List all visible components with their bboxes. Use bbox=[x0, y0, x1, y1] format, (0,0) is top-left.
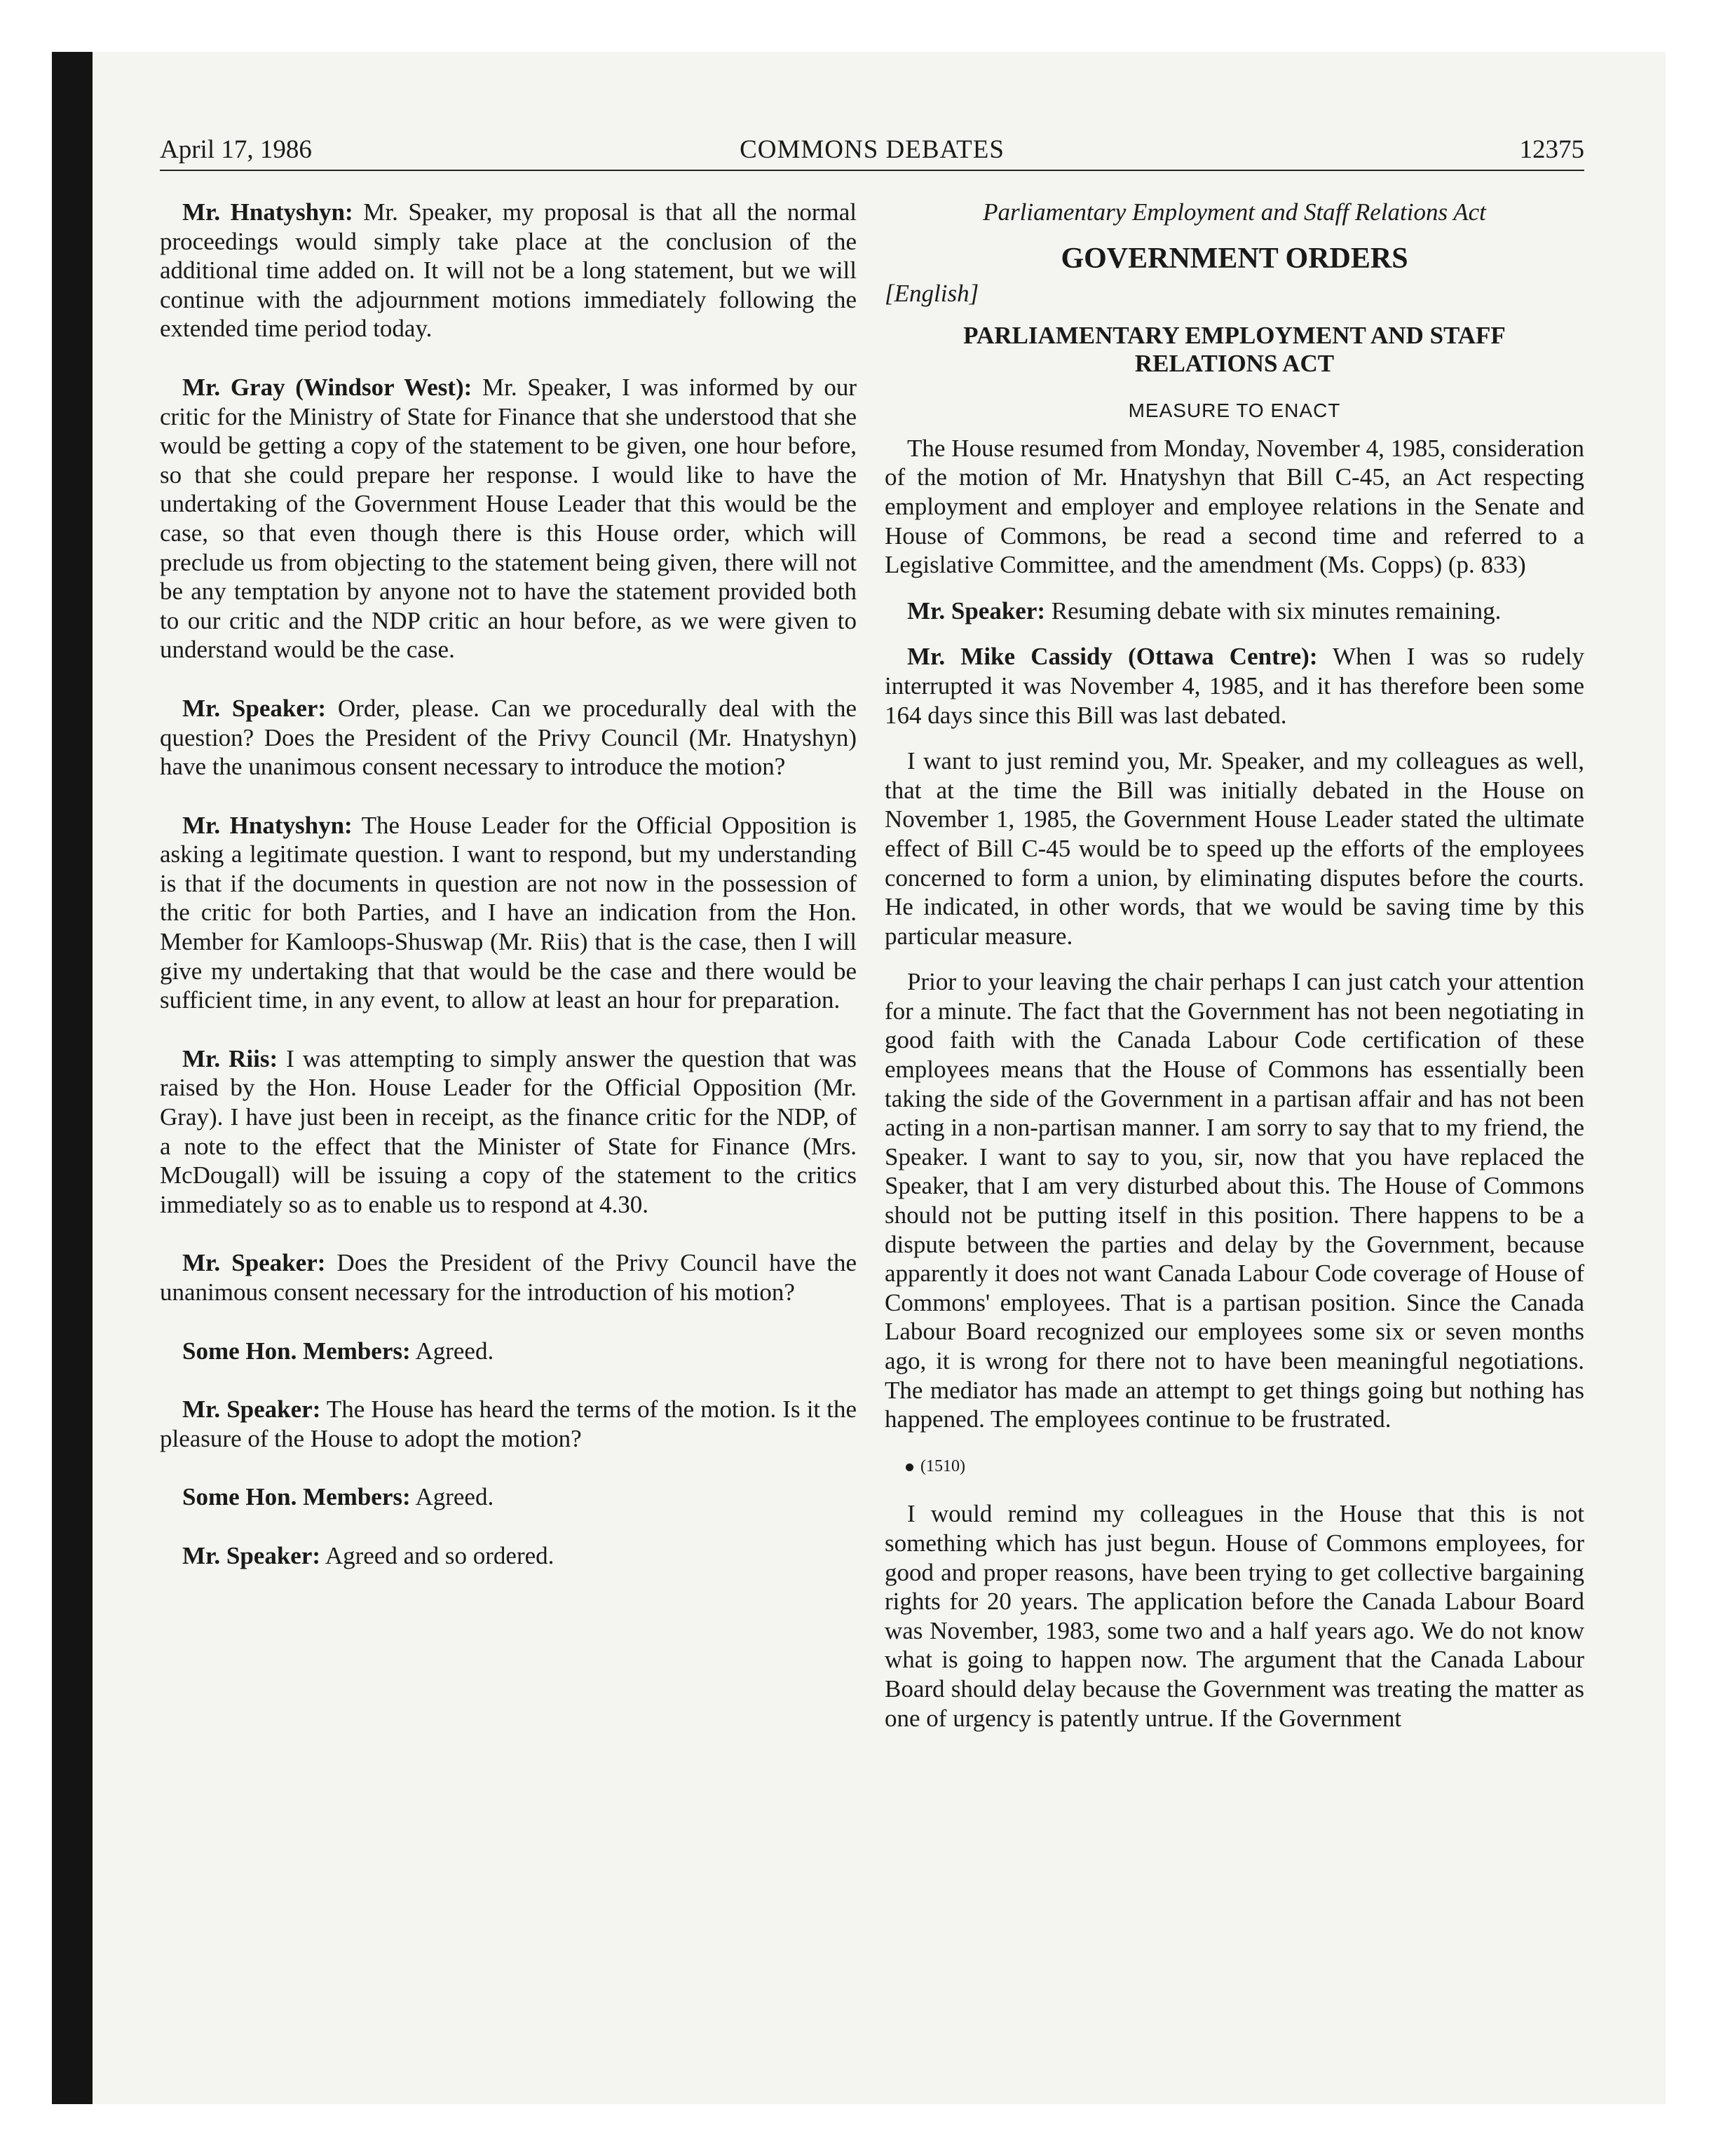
right-column bbox=[885, 198, 1584, 1733]
speech-paragraph bbox=[885, 596, 1584, 626]
speaker-name: Mr. Mike Cassidy (Ottawa Centre): bbox=[907, 643, 1318, 671]
speech-paragraph bbox=[885, 642, 1584, 730]
header-date: April 17, 1986 bbox=[160, 135, 312, 164]
section-title: GOVERNMENT ORDERS bbox=[1061, 242, 1408, 275]
time-marker-text: (1510) bbox=[920, 1456, 965, 1475]
header-page-number: 12375 bbox=[1519, 135, 1584, 164]
speech-text: The House has heard the terms of the motion. Is it the pleasure of the House to adopt the motion? bbox=[160, 1396, 857, 1452]
speaker-name: Mr. Speaker: bbox=[182, 1541, 321, 1569]
speech-text: I was attempting to simply answer the question that was raised by the Hon. House Leader for the Official Opposition (Mr. Gray). I have just been in receipt, as the finance critic for the NDP, of a note to the effect that the Minister of State for Finance (Mrs. McDougall) will be issuing a copy of the statement to the critics immediately so as to enable us to respond at 4.30. bbox=[160, 1044, 857, 1218]
speaker-name: Some Hon. Members: bbox=[182, 1483, 411, 1511]
speaker-name: Mr. Hnatyshyn: bbox=[182, 198, 353, 226]
speaker-name: Mr. Speaker: bbox=[182, 694, 327, 722]
speaker-name: Some Hon. Members: bbox=[182, 1337, 411, 1365]
body-paragraph: I want to just remind you, Mr. Speaker, and my colleagues as well, that at the time the Bill was initially debated in the House on November 1, 1985, the Government House Leader stated the ultimate effect of Bill C-45 would be to speed up the efforts of the employees concerned to form a union, by eliminating disputes before the courts. He indicated, in other words, that we would be saving time by this particular measure. bbox=[885, 747, 1584, 950]
speaker-name: Mr. Speaker: bbox=[182, 1249, 326, 1277]
speech-paragraph bbox=[160, 1337, 857, 1366]
time-marker bbox=[906, 1452, 1584, 1482]
act-title-line: PARLIAMENTARY EMPLOYMENT AND STAFF bbox=[963, 322, 1506, 350]
page-header bbox=[160, 133, 1584, 171]
left-column bbox=[160, 198, 857, 1571]
speech-paragraph bbox=[160, 373, 857, 664]
body-paragraph: Prior to your leaving the chair perhaps I can just catch your attention for a minute. The fact that the Government has not been negotiating in good faith with the Canada Labour Code certification of these employees means that the House of Commons has essentially been taking the side of the Government in a partisan affair and has not been acting in a non-partisan manner. I am sorry to say that to my friend, the Speaker. I want to say to you, sir, now that you have replaced the Speaker, that I am very disturbed about this. The House of Commons should not be putting itself in this position. There happens to be a dispute between the parties and delay by the Government, because apparently it does not want Canada Labour Code coverage of House of Commons' employees. That is a partisan position. Since the Canada Labour Board recognized our employees some six or seven months ago, it is wrong for there not to have been meaningful negotiations. The mediator has made an attempt to get things going but nothing has happened. The employees continue to be frustrated. bbox=[885, 968, 1584, 1433]
speech-paragraph bbox=[160, 811, 857, 1015]
measure-label: MEASURE TO ENACT bbox=[1128, 400, 1341, 422]
body-paragraph: I would remind my colleagues in the House that this is not something which has just begun. House of Commons employees, for good and proper reasons, have been trying to get collective bargaining rights for 20 years. The application before the Canada Labour Board was November, 1983, some two and a half years ago. We do not know what is going to happen now. The argument that the Canada Labour Board should delay because the Government was treating the matter as one of urgency is patently untrue. If the Government bbox=[885, 1500, 1584, 1732]
speech-paragraph bbox=[160, 1541, 857, 1571]
speaker-name: Mr. Gray (Windsor West): bbox=[182, 373, 472, 401]
act-title bbox=[885, 322, 1584, 378]
act-title-line: RELATIONS ACT bbox=[1134, 350, 1335, 378]
running-head: Parliamentary Employment and Staff Relations Act bbox=[983, 198, 1486, 226]
speech-paragraph bbox=[160, 1482, 857, 1512]
speech-text: Agreed. bbox=[415, 1337, 494, 1365]
bullet-icon bbox=[906, 1464, 913, 1471]
speech-text: Mr. Speaker, my proposal is that all the normal proceedings would simply take place at the conclusion of the additional time added on. It will not be a long statement, but we will continue with the adjournment motions immediately following the extended time period today. bbox=[160, 198, 857, 343]
speech-text: Resuming debate with six minutes remaining. bbox=[1051, 596, 1502, 625]
speech-text: Does the President of the Privy Council have the unanimous consent necessary for the introduction of his motion? bbox=[160, 1249, 857, 1306]
speech-text: Order, please. Can we procedurally deal with the question? Does the President of the Privy Council (Mr. Hnatyshyn) have the unanimous consent necessary to introduce the motion? bbox=[160, 694, 857, 781]
speech-text: Agreed. bbox=[415, 1483, 494, 1511]
scan-edge bbox=[52, 52, 93, 2104]
header-title: COMMONS DEBATES bbox=[740, 135, 1005, 164]
speaker-name: Mr. Speaker: bbox=[182, 1396, 321, 1424]
speaker-name: Mr. Riis: bbox=[182, 1044, 278, 1072]
speech-text: The House Leader for the Official Opposition is asking a legitimate question. I want to respond, but my understanding is that if the documents in question are not now in the possession of the critic for both Parties, and I have an indication from the Hon. Member for Kamloops-Shuswap (Mr. Riis) that is the case, then I will give my undertaking that that would be the case and there would be sufficient time, in any event, to allow at least an hour for preparation. bbox=[160, 811, 857, 1014]
speech-paragraph bbox=[160, 694, 857, 782]
speech-paragraph bbox=[160, 1044, 857, 1220]
intro-paragraph: The House resumed from Monday, November 4, 1985, consideration of the motion of Mr. Hnatyshyn that Bill C-45, an Act respecting employment and employer and employee relations in the Senate and House of Commons, be read a second time and referred to a Legislative Committee, and the amendment (Ms. Copps) (p. 833) bbox=[885, 434, 1584, 579]
speaker-name: Mr. Hnatyshyn: bbox=[182, 811, 353, 839]
speech-paragraph bbox=[160, 198, 857, 343]
speaker-name: Mr. Speaker: bbox=[907, 596, 1046, 625]
speech-text: Mr. Speaker, I was informed by our critic for the Ministry of State for Finance that she understood that she would be getting a copy of the statement to be given, one hour before, so that she could prepare her response. I would like to have the undertaking of the Government House Leader that this would be the case, so that even though there is this House order, which will preclude us from objecting to the statement being given, there will not be any temptation by anyone not to have the statement provided both to our critic and the NDP critic an hour before, as we were given to understand would be the case. bbox=[160, 373, 857, 664]
speech-paragraph bbox=[160, 1395, 857, 1453]
speech-text: When I was so rudely interrupted it was November 4, 1985, and it has therefore been some 164 days since this Bill was last debated. bbox=[885, 643, 1584, 729]
speech-text: Agreed and so ordered. bbox=[325, 1541, 554, 1569]
language-tag: [English] bbox=[885, 279, 979, 307]
speech-paragraph bbox=[160, 1248, 857, 1306]
